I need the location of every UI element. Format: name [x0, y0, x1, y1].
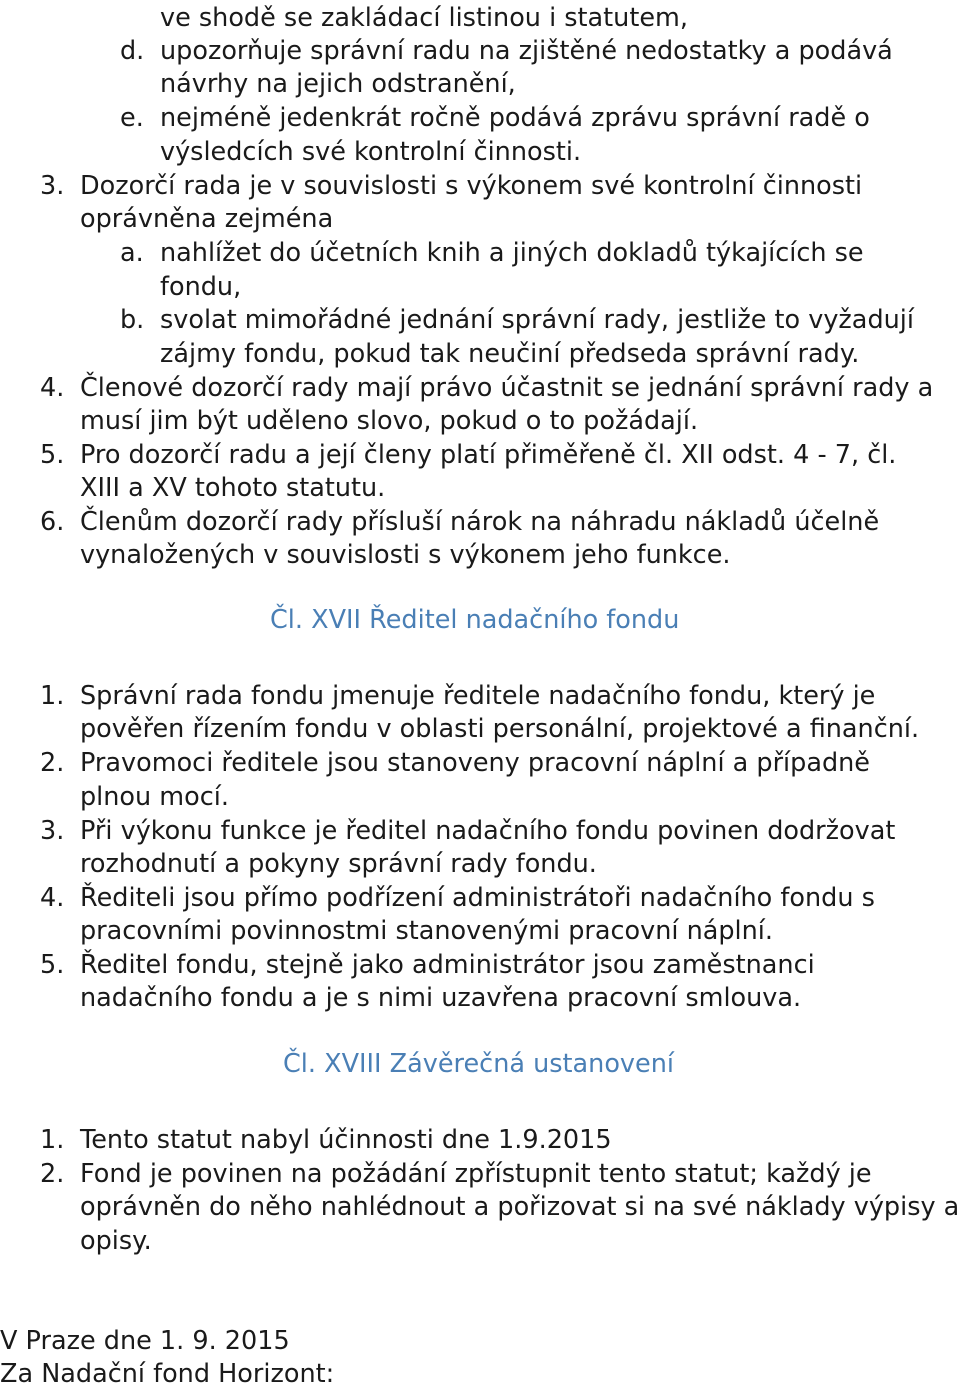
list-item-text: Při výkonu funkce je ředitel nadačního fondu povinen dodržovat	[80, 816, 896, 846]
list-item-text: vynaložených v souvislosti s výkonem jeho funkce.	[80, 540, 731, 570]
article-heading: Čl. XVIII Závěrečná ustanovení	[283, 1049, 674, 1079]
list-marker: 1.	[40, 681, 65, 711]
list-item-text: upozorňuje správní radu na zjištěné nedostatky a podává	[160, 36, 893, 66]
list-item-text: Tento statut nabyl účinnosti dne 1.9.2015	[80, 1125, 612, 1155]
list-marker: a.	[120, 238, 144, 268]
list-item-text: Dozorčí rada je v souvislosti s výkonem své kontrolní činnosti	[80, 171, 863, 201]
list-marker: 4.	[40, 373, 65, 403]
list-item-text: plnou mocí.	[80, 782, 229, 812]
article-heading: Čl. XVII Ředitel nadačního fondu	[270, 605, 680, 635]
list-marker: 5.	[40, 440, 65, 470]
list-marker: d.	[120, 36, 145, 66]
list-item-text: Pravomoci ředitele jsou stanoveny pracovní náplní a případně	[80, 748, 870, 778]
list-item-text: nadačního fondu a je s nimi uzavřena pracovní smlouva.	[80, 983, 802, 1013]
place-date: V Praze dne 1. 9. 2015	[0, 1326, 290, 1356]
list-item-text: Fond je povinen na požádání zpřístupnit tento statut; každý je	[80, 1159, 872, 1189]
list-item-text: oprávněna zejména	[80, 204, 334, 234]
list-marker: e.	[120, 103, 144, 133]
list-marker: 3.	[40, 171, 65, 201]
list-item-text: pověřen řízením fondu v oblasti personální, projektové a finanční.	[80, 714, 920, 744]
list-item-text: rozhodnutí a pokyny správní rady fondu.	[80, 849, 597, 879]
list-item-text: výsledcích své kontrolní činnosti.	[160, 137, 582, 167]
list-marker: 2.	[40, 1159, 65, 1189]
list-marker: 3.	[40, 816, 65, 846]
list-marker: 6.	[40, 507, 65, 537]
list-item-text: svolat mimořádné jednání správní rady, jestliže to vyžadují	[160, 305, 914, 335]
list-item-text: nahlížet do účetních knih a jiných dokladů týkajících se	[160, 238, 864, 268]
list-item-text: pracovními povinnostmi stanovenými pracovní náplní.	[80, 916, 773, 946]
list-item-text: Členům dozorčí rady přísluší nárok na náhradu nákladů účelně	[80, 507, 880, 537]
list-marker: 2.	[40, 748, 65, 778]
list-item-text: fondu,	[160, 272, 242, 302]
list-item-text: Členové dozorčí rady mají právo účastnit se jednání správní rady a	[80, 373, 934, 403]
list-item-text: Pro dozorčí radu a její členy platí přiměřeně čl. XII odst. 4 - 7, čl.	[80, 440, 897, 470]
list-item-text: Ředitel fondu, stejně jako administrátor jsou zaměstnanci	[80, 950, 815, 980]
list-item-text: XIII a XV tohoto statutu.	[80, 473, 386, 503]
list-marker: 1.	[40, 1125, 65, 1155]
list-item-text: Správní rada fondu jmenuje ředitele nadačního fondu, který je	[80, 681, 876, 711]
list-item-text: opisy.	[80, 1226, 152, 1256]
list-item-text: Řediteli jsou přímo podřízení administrátoři nadačního fondu s	[80, 883, 875, 913]
continuation-line: ve shodě se zakládací listinou i statutem,	[160, 3, 688, 33]
list-item-text: musí jim být uděleno slovo, pokud o to požádají.	[80, 406, 699, 436]
signature-line: Za Nadační fond Horizont:	[0, 1359, 335, 1389]
list-item-text: návrhy na jejich odstranění,	[160, 69, 516, 99]
list-item-text: nejméně jedenkrát ročně podává zprávu správní radě o	[160, 103, 870, 133]
list-item-text: oprávněn do něho nahlédnout a pořizovat si na své náklady výpisy a	[80, 1192, 960, 1222]
list-marker: 4.	[40, 883, 65, 913]
list-item-text: zájmy fondu, pokud tak neučiní předseda správní rady.	[160, 339, 860, 369]
list-marker: 5.	[40, 950, 65, 980]
list-marker: b.	[120, 305, 145, 335]
